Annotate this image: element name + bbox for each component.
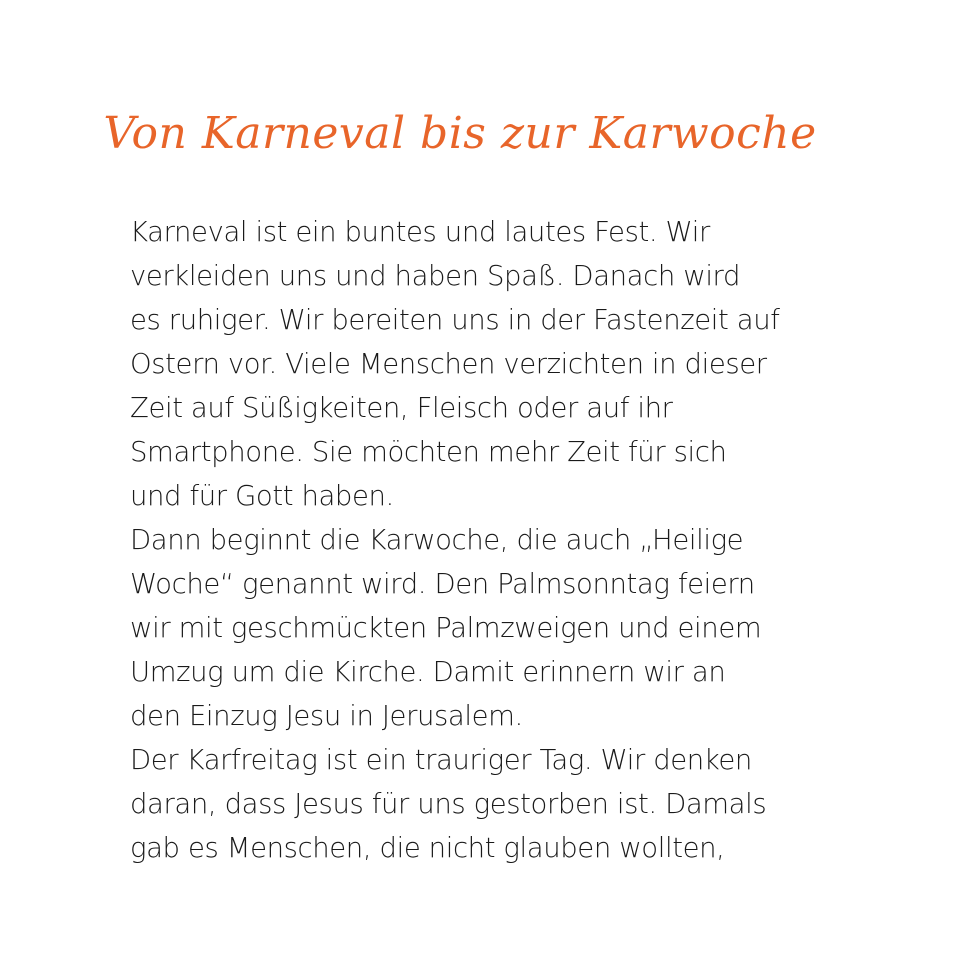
text-line: Ostern vor. Viele Menschen verzichten in dieser — [130, 348, 767, 380]
text-line: Zeit auf Süßigkeiten, Fleisch oder auf ihr — [130, 392, 673, 424]
text-line: es ruhiger. Wir bereiten uns in der Fastenzeit auf — [130, 304, 780, 336]
text-line: Smartphone. Sie möchten mehr Zeit für sich — [130, 436, 727, 468]
text-line: daran, dass Jesus für uns gestorben ist. Damals — [130, 788, 767, 820]
text-line: und für Gott haben. — [130, 480, 394, 512]
text-line: Woche“ genannt wird. Den Palmsonntag feiern — [130, 568, 755, 600]
text-line: verkleiden uns und haben Spaß. Danach wird — [130, 260, 741, 292]
text-line: Der Karfreitag ist ein trauriger Tag. Wir denken — [130, 744, 752, 776]
text-line: wir mit geschmückten Palmzweigen und einem — [130, 612, 762, 644]
page-title: Von Karneval bis zur Karwoche — [103, 108, 817, 159]
text-line: Umzug um die Kirche. Damit erinnern wir an — [130, 656, 726, 688]
text-line: Dann beginnt die Karwoche, die auch „Heilige — [130, 524, 744, 556]
body-text — [130, 210, 930, 870]
text-line: den Einzug Jesu in Jerusalem. — [130, 700, 523, 732]
text-line: Karneval ist ein buntes und lautes Fest. Wir — [130, 216, 710, 248]
text-line: gab es Menschen, die nicht glauben wollten, — [130, 832, 725, 864]
